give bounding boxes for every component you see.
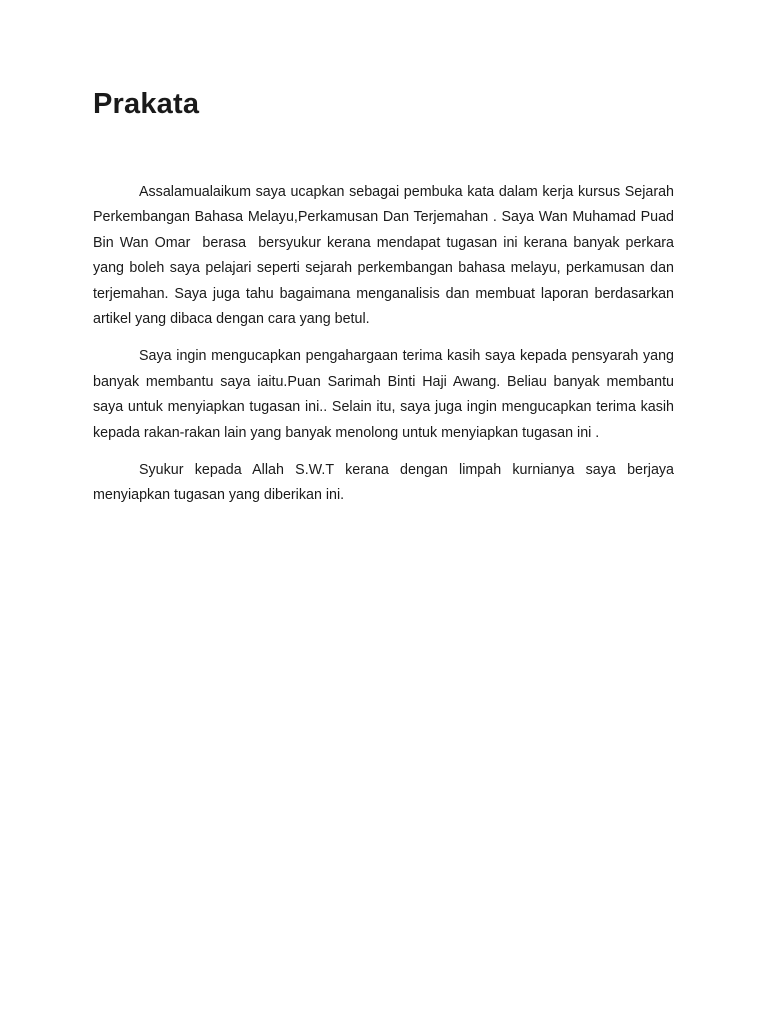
page-title: Prakata	[93, 88, 200, 120]
paragraph-opening: Assalamualaikum saya ucapkan sebagai pembuka kata dalam kerja kursus Sejarah Perkembangan Bahasa Melayu,Perkamusan Dan Terjemahan . Saya Wan Muhamad Puad Bin Wan Omar berasa bersyukur kerana mendapat tugasan ini kerana banyak perkara yang boleh saya pelajari seperti sejarah perkembangan bahasa melayu, perkamusan dan terjemahan. Saya juga tahu bagaimana menganalisis dan membuat laporan berdasarkan artikel yang dibaca dengan cara yang betul.	[93, 184, 678, 328]
paragraph-acknowledgement: Saya ingin mengucapkan pengahargaan terima kasih saya kepada pensyarah yang banyak membantu saya iaitu.Puan Sarimah Binti Haji Awang. Beliau banyak membantu saya untuk menyiapkan tugasan ini.. Selain itu, saya juga ingin mengucapkan terima kasih kepada rakan-rakan lain yang banyak menolong untuk menyiapkan tugasan ini .	[93, 348, 678, 441]
paragraph-closing: Syukur kepada Allah S.W.T kerana dengan limpah kurnianya saya berjaya menyiapkan tugasan yang diberikan ini.	[93, 462, 678, 504]
document-body	[93, 180, 678, 521]
